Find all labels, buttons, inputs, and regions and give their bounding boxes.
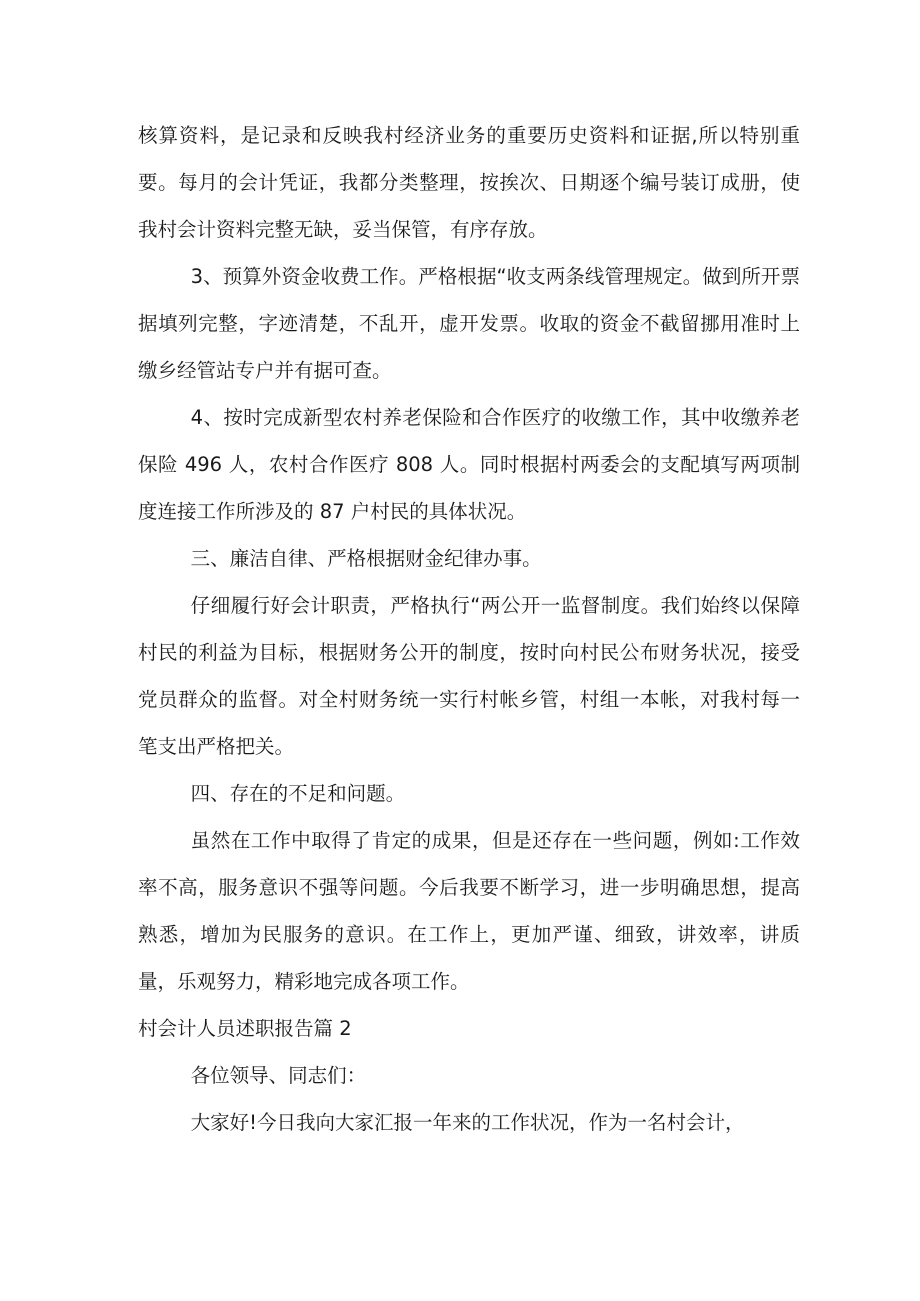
paragraph-insurance-collection: 4、按时完成新型农村养老保险和合作医疗的收缴工作，其中收缴养老保险 496 人，农村合作医疗 808 人。同时根据村两委会的支配填写两项制度连接工作所涉及的 87 户村民的具体状况。 [138,406,800,523]
section-heading-shortcomings: 四、存在的不足和问题。 [190,782,406,805]
paragraph-greeting: 大家好!今日我向大家汇报一年来的工作状况，作为一名村会计， [190,1111,745,1134]
document-body [138,112,800,1146]
report-title-part-2: 村会计人员述职报告篇 2 [138,1017,352,1040]
paragraph-accounting-records: 核算资料，是记录和反映我村经济业务的重要历史资料和证据,所以特别重要。每月的会计凭证，我都分类整理，按挨次、日期逐个编号装订成册，使我村会计资料完整无缺，妥当保管，有序存放。 [138,124,800,241]
paragraph-salutation: 各位领导、同志们： [190,1064,367,1087]
paragraph-problems: 虽然在工作中取得了肯定的成果，但是还存在一些问题，例如:工作效率不高，服务意识不强等问题。今后我要不断学习，进一步明确思想，提高熟悉，增加为民服务的意识。在工作上，更加严谨、细致，讲效率，讲质量，乐观努力，精彩地完成各项工作。 [138,829,800,993]
paragraph-duties: 仔细履行好会计职责，严格执行“两公开一监督制度。我们始终以保障村民的利益为目标，根据财务公开的制度，按时向村民公布财务状况，接受党员群众的监督。对全村财务统一实行村帐乡管，村组一本帐，对我村每一笔支出严格把关。 [138,594,800,758]
section-heading-integrity: 三、廉洁自律、严格根据财金纪律办事。 [190,547,542,570]
paragraph-extra-budget-fees: 3、预算外资金收费工作。严格根据“收支两条线管理规定。做到所开票据填列完整，字迹清楚，不乱开，虚开发票。收取的资金不截留挪用准时上缴乡经管站专户并有据可查。 [138,265,800,382]
